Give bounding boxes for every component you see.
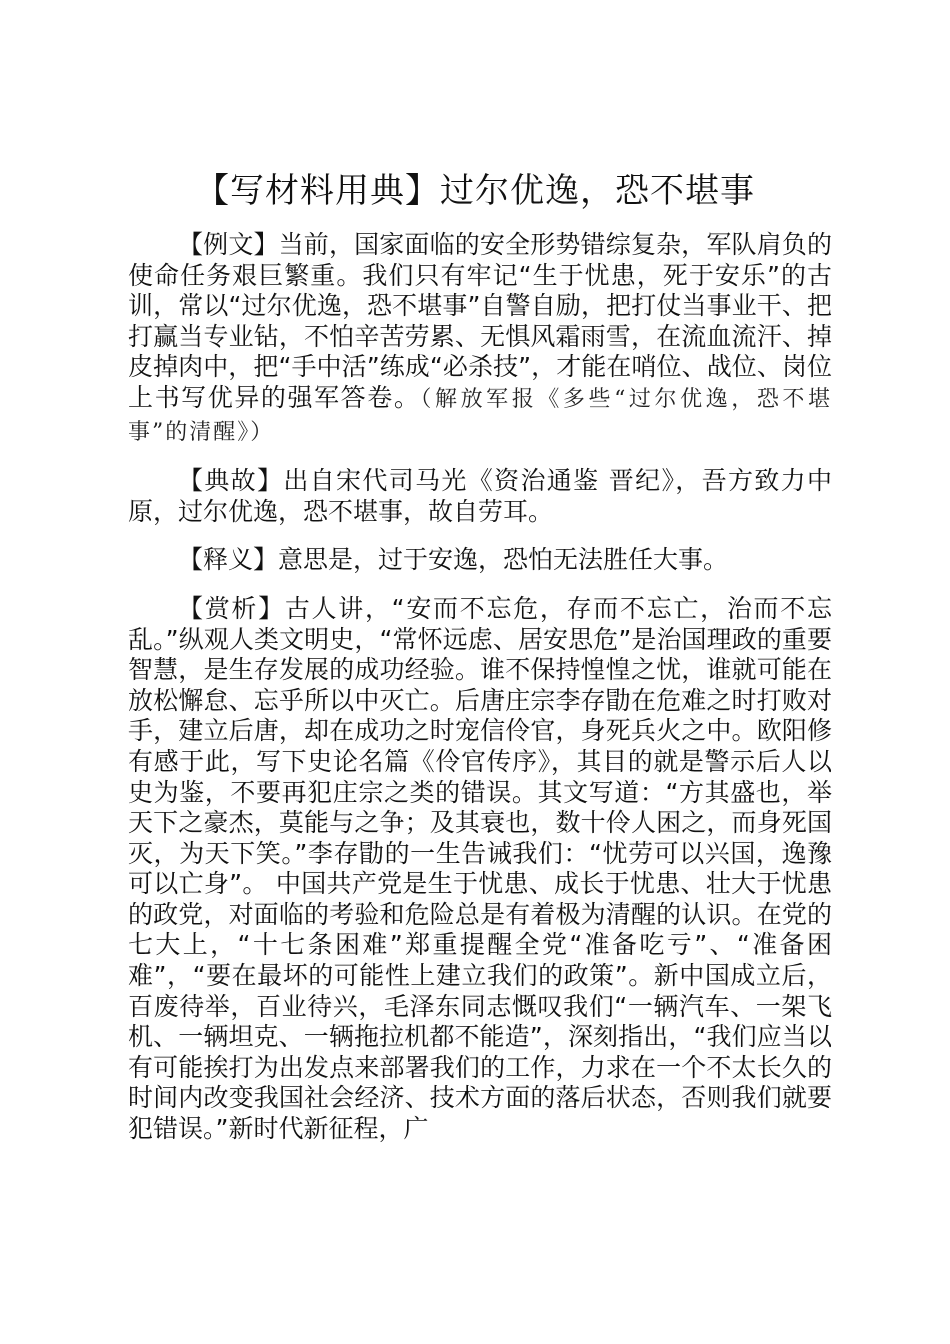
appreciation-text: 古人讲，“安而不忘危，存而不忘亡，治而不忘乱。”纵观人类文明史，“常怀远虑、居安思危”是治国理政的重要智慧，是生存发展的成功经验。谁不保持惶惶之忧，谁就可能在放松懈怠、忘乎所以中灭亡。后唐庄宗李存勖在危难之时打败对手，建立后唐，却在成功之时宠信伶官，身死兵火之中。欧阳修有感于此，写下史论名篇《伶官传序》，其目的就是警示后人以史为鉴，不要再犯庄宗之类的错误。其文写道：“方其盛也，举天下之豪杰，莫能与之争；及其衰也，数十伶人困之，而身死国灭，为天下笑。”李存勖的一生告诫我们：“忧劳可以兴国，逸豫可以亡身”。 中国共产党是生于忧患、成长于忧患、壮大于忧患的政党，对面临的考验和危险总是有着极为清醒的认识。在党的七大上，“十七条困难”郑重提醒全党“准备吃亏”、“准备困难”，“要在最坏的可能性上建立我们的政策”。新中国成立后，百废待举，百业待兴，毛泽东同志慨叹我们“一辆汽车、一架飞机、一辆坦克、一辆拖拉机都不能造”，深刻指出，“我们应当以有可能挨打为出发点来部署我们的工作，力求在一个不太长久的时间内改变我国社会经济、技术方面的落后状态，否则我们就要犯错误。”新时代新征程，广 <box>128 593 832 1144</box>
meaning-tag: 【释义】 <box>178 545 279 575</box>
example-text: 当前，国家面临的安全形势错综复杂，军队肩负的使命任务艰巨繁重。我们只有牢记“生于忧患，死于安乐”的古训，常以“过尔优逸，恐不堪事”自警自励，把打仗当事业干、把打赢当专业钻，不怕辛苦劳累、无惧风霜雨雪，在流血流汗、掉皮掉肉中，把“手中活”练成“必杀技”，才能在哨位、战位、岗位上书写优异的强军答卷。 <box>128 230 832 412</box>
example-source: （解放军报《多些“过尔优逸，恐不堪事”的清醒》） <box>128 386 832 445</box>
page-title: 【写材料用典】过尔优逸，恐不堪事 <box>195 171 755 211</box>
example-paragraph <box>128 230 832 448</box>
appreciation-paragraph <box>128 594 832 1145</box>
meaning-paragraph <box>128 545 832 576</box>
allusion-text: 出自宋代司马光《资治通鉴 晋纪》，吾方致力中原，过尔优逸，恐不堪事，故自劳耳。 <box>128 466 832 526</box>
allusion-paragraph <box>128 466 832 527</box>
appreciation-tag: 【赏析】 <box>178 593 285 623</box>
meaning-text: 意思是，过于安逸，恐怕无法胜任大事。 <box>278 545 729 575</box>
document-body <box>128 230 832 1145</box>
example-tag: 【例文】 <box>178 230 279 259</box>
allusion-tag: 【典故】 <box>178 466 284 496</box>
